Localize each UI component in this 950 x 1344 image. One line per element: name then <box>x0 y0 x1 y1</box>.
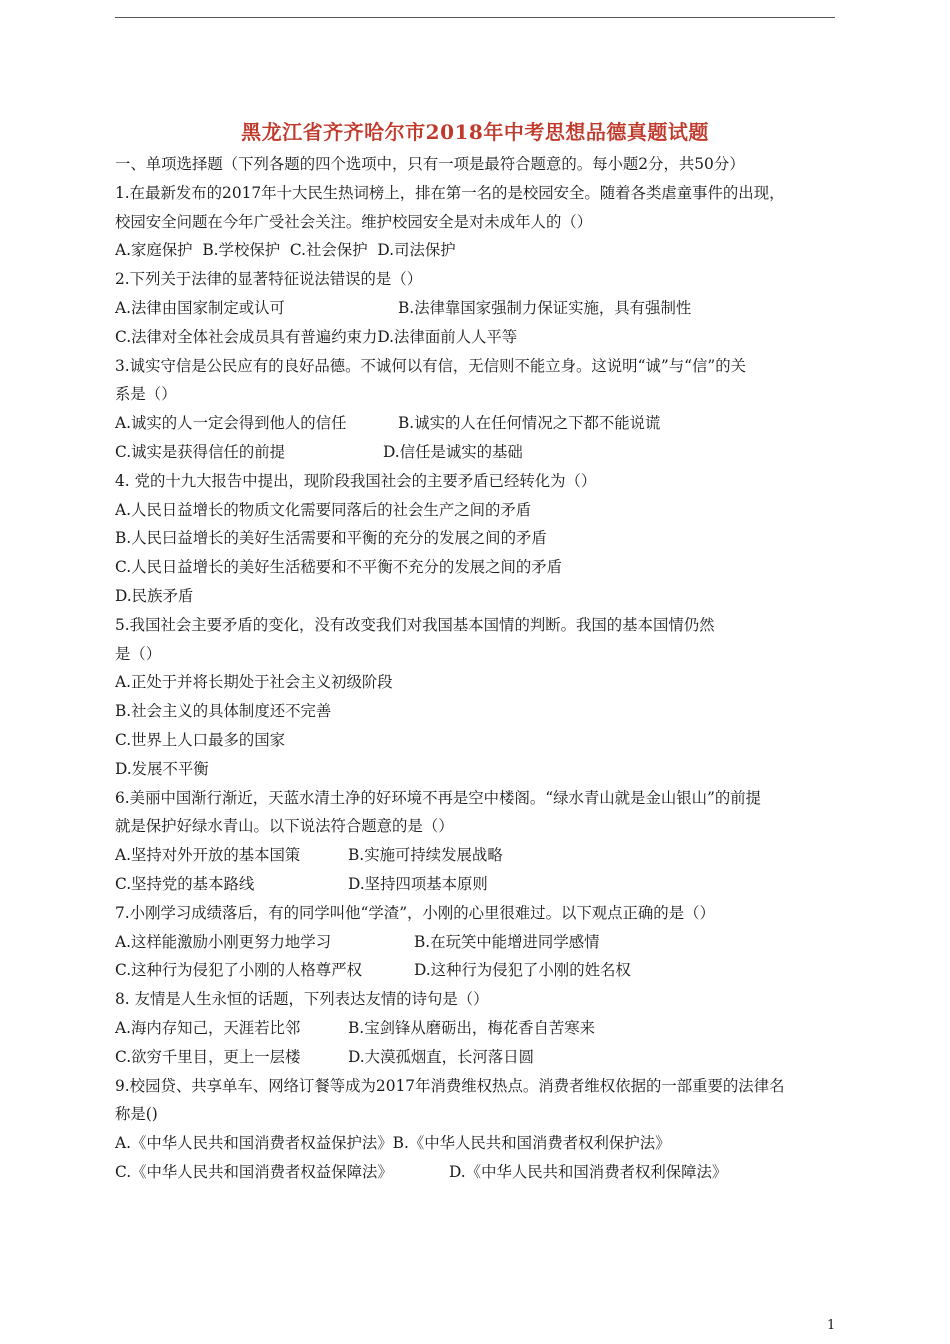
question-9-options-row-2 <box>115 1158 840 1187</box>
question-9-option-b: B.《中华人民共和国消费者权利保护法》 <box>392 1134 671 1153</box>
question-6-option-a: A.坚持对外开放的基本国策 <box>115 846 301 865</box>
question-4-stem: 4. 党的十九大报告中提出，现阶段我国社会的主要矛盾已经转化为（） <box>115 471 597 490</box>
header-rule <box>115 17 835 18</box>
question-7-option-b: B.在玩笑中能增进同学感情 <box>414 932 600 951</box>
question-2-stem: 2.下列关于法律的显著特征说法错误的是（） <box>115 270 423 289</box>
question-3-option-a: A.诚实的人一定会得到他人的信任 <box>115 414 347 433</box>
question-1-stem-line-2: 校园安全问题在今年广受社会关注。维护校园安全是对未成年人的（） <box>115 212 593 231</box>
question-3-options-row-2 <box>115 438 840 467</box>
question-8-option-c: C.欲穷千里目，更上一层楼 <box>115 1047 301 1066</box>
question-5-option-d: D.发展不平衡 <box>115 759 209 778</box>
question-6-options-row-2 <box>115 870 840 899</box>
section-header: 一、单项选择题（下列各题的四个选项中，只有一项是最符合题意的。每小题2分，共50分） <box>115 155 745 173</box>
question-9-options-row-1 <box>115 1129 840 1158</box>
question-9-option-a: A.《中华人民共和国消费者权益保护法》 <box>115 1134 393 1153</box>
question-1-stem-line-1: 1.在最新发布的2017年十大民生热词榜上，排在第一名的是校园安全。随着各类虐童事件的出现， <box>115 183 785 202</box>
question-2-option-cd: C.法律对全体社会成员具有普遍约束力D.法律面前人人平等 <box>115 327 518 346</box>
question-6-options-row-1 <box>115 841 840 870</box>
question-3-options-row-1 <box>115 409 840 438</box>
question-7-options-row-2 <box>115 956 840 985</box>
page-number: 1 <box>827 1318 836 1333</box>
question-7-option-d: D.这种行为侵犯了小刚的姓名权 <box>414 961 631 980</box>
question-9-stem-line-2: 称是() <box>115 1105 158 1124</box>
question-5-stem-line-1: 5.我国社会主要矛盾的变化，没有改变我们对我国基本国情的判断。我国的基本国情仍然 <box>115 615 715 634</box>
question-8-option-d: D.大漠孤烟直，长河落日圆 <box>348 1047 534 1066</box>
exam-body <box>115 150 840 1187</box>
question-5-option-b: B.社会主义的具体制度还不完善 <box>115 702 332 721</box>
question-3-stem-line-2: 系是（） <box>115 385 177 404</box>
question-7-option-c: C.这种行为侵犯了小刚的人格尊严权 <box>115 961 362 980</box>
question-2-option-a: A.法律由国家制定或认可 <box>115 298 285 317</box>
question-6-option-c: C.坚持党的基本路线 <box>115 874 255 893</box>
question-3-option-d: D.信任是诚实的基础 <box>383 442 523 461</box>
question-6-option-b: B.实施可持续发展战略 <box>348 846 503 865</box>
question-5-option-c: C.世界上人口最多的国家 <box>115 730 286 749</box>
question-2-option-b: B.法律靠国家强制力保证实施，具有强制性 <box>398 298 692 317</box>
question-3-stem-line-1: 3.诚实守信是公民应有的良好品德。不诚何以有信，无信则不能立身。这说明“诚”与“信”的关 <box>115 356 747 375</box>
question-4-option-a: A.人民日益增长的物质文化需要同落后的社会生产之间的矛盾 <box>115 500 532 519</box>
question-8-option-b: B.宝剑锋从磨砺出，梅花香自苦寒来 <box>348 1018 596 1037</box>
question-9-option-d: D.《中华人民共和国消费者权利保障法》 <box>449 1162 728 1181</box>
question-8-options-row-1 <box>115 1014 840 1043</box>
question-3-option-b: B.诚实的人在任何情况之下都不能说谎 <box>398 414 661 433</box>
question-6-stem-line-1: 6.美丽中国渐行渐近，天蓝水清土净的好环境不再是空中楼阁。“绿水青山就是金山银山”的前提 <box>115 788 762 807</box>
question-4-option-d: D.民族矛盾 <box>115 586 194 605</box>
question-5-option-a: A.正处于并将长期处于社会主义初级阶段 <box>115 673 393 692</box>
question-3-option-c: C.诚实是获得信任的前提 <box>115 442 286 461</box>
question-9-stem-line-1: 9.校园贷、共享单车、网络订餐等成为2017年消费维权热点。消费者维权依据的一部重要的法律名 <box>115 1076 785 1095</box>
question-8-stem: 8. 友情是人生永恒的话题，下列表达友情的诗句是（） <box>115 990 489 1009</box>
question-1-options: A.家庭保护 B.学校保护 C.社会保护 D.司法保护 <box>115 241 456 260</box>
question-4-option-c: C.人民日益增长的美好生活嵇要和不平衡不充分的发展之间的矛盾 <box>115 558 563 577</box>
question-9-option-c: C.《中华人民共和国消费者权益保障法》 <box>115 1162 393 1181</box>
question-2-options-row-1 <box>115 294 840 323</box>
question-8-options-row-2 <box>115 1043 840 1072</box>
question-6-stem-line-2: 就是保护好绿水青山。以下说法符合题意的是（） <box>115 817 454 836</box>
question-7-stem: 7.小刚学习成绩落后，有的同学叫他“学渣”，小刚的心里很难过。以下观点正确的是（） <box>115 903 715 922</box>
question-7-option-a: A.这样能激励小刚更努力地学习 <box>115 932 332 951</box>
question-4-option-b: B.人民曰益增长的美好生活需要和平衡的充分的发展之间的矛盾 <box>115 529 547 548</box>
question-7-options-row-1 <box>115 928 840 957</box>
question-8-option-a: A.海内存知己，天涯若比邻 <box>115 1018 301 1037</box>
question-6-option-d: D.坚持四项基本原则 <box>348 874 488 893</box>
question-5-stem-line-2: 是（） <box>115 644 162 663</box>
document-title: 黑龙江省齐齐哈尔市2018年中考思想品德真题试题 <box>241 120 709 144</box>
